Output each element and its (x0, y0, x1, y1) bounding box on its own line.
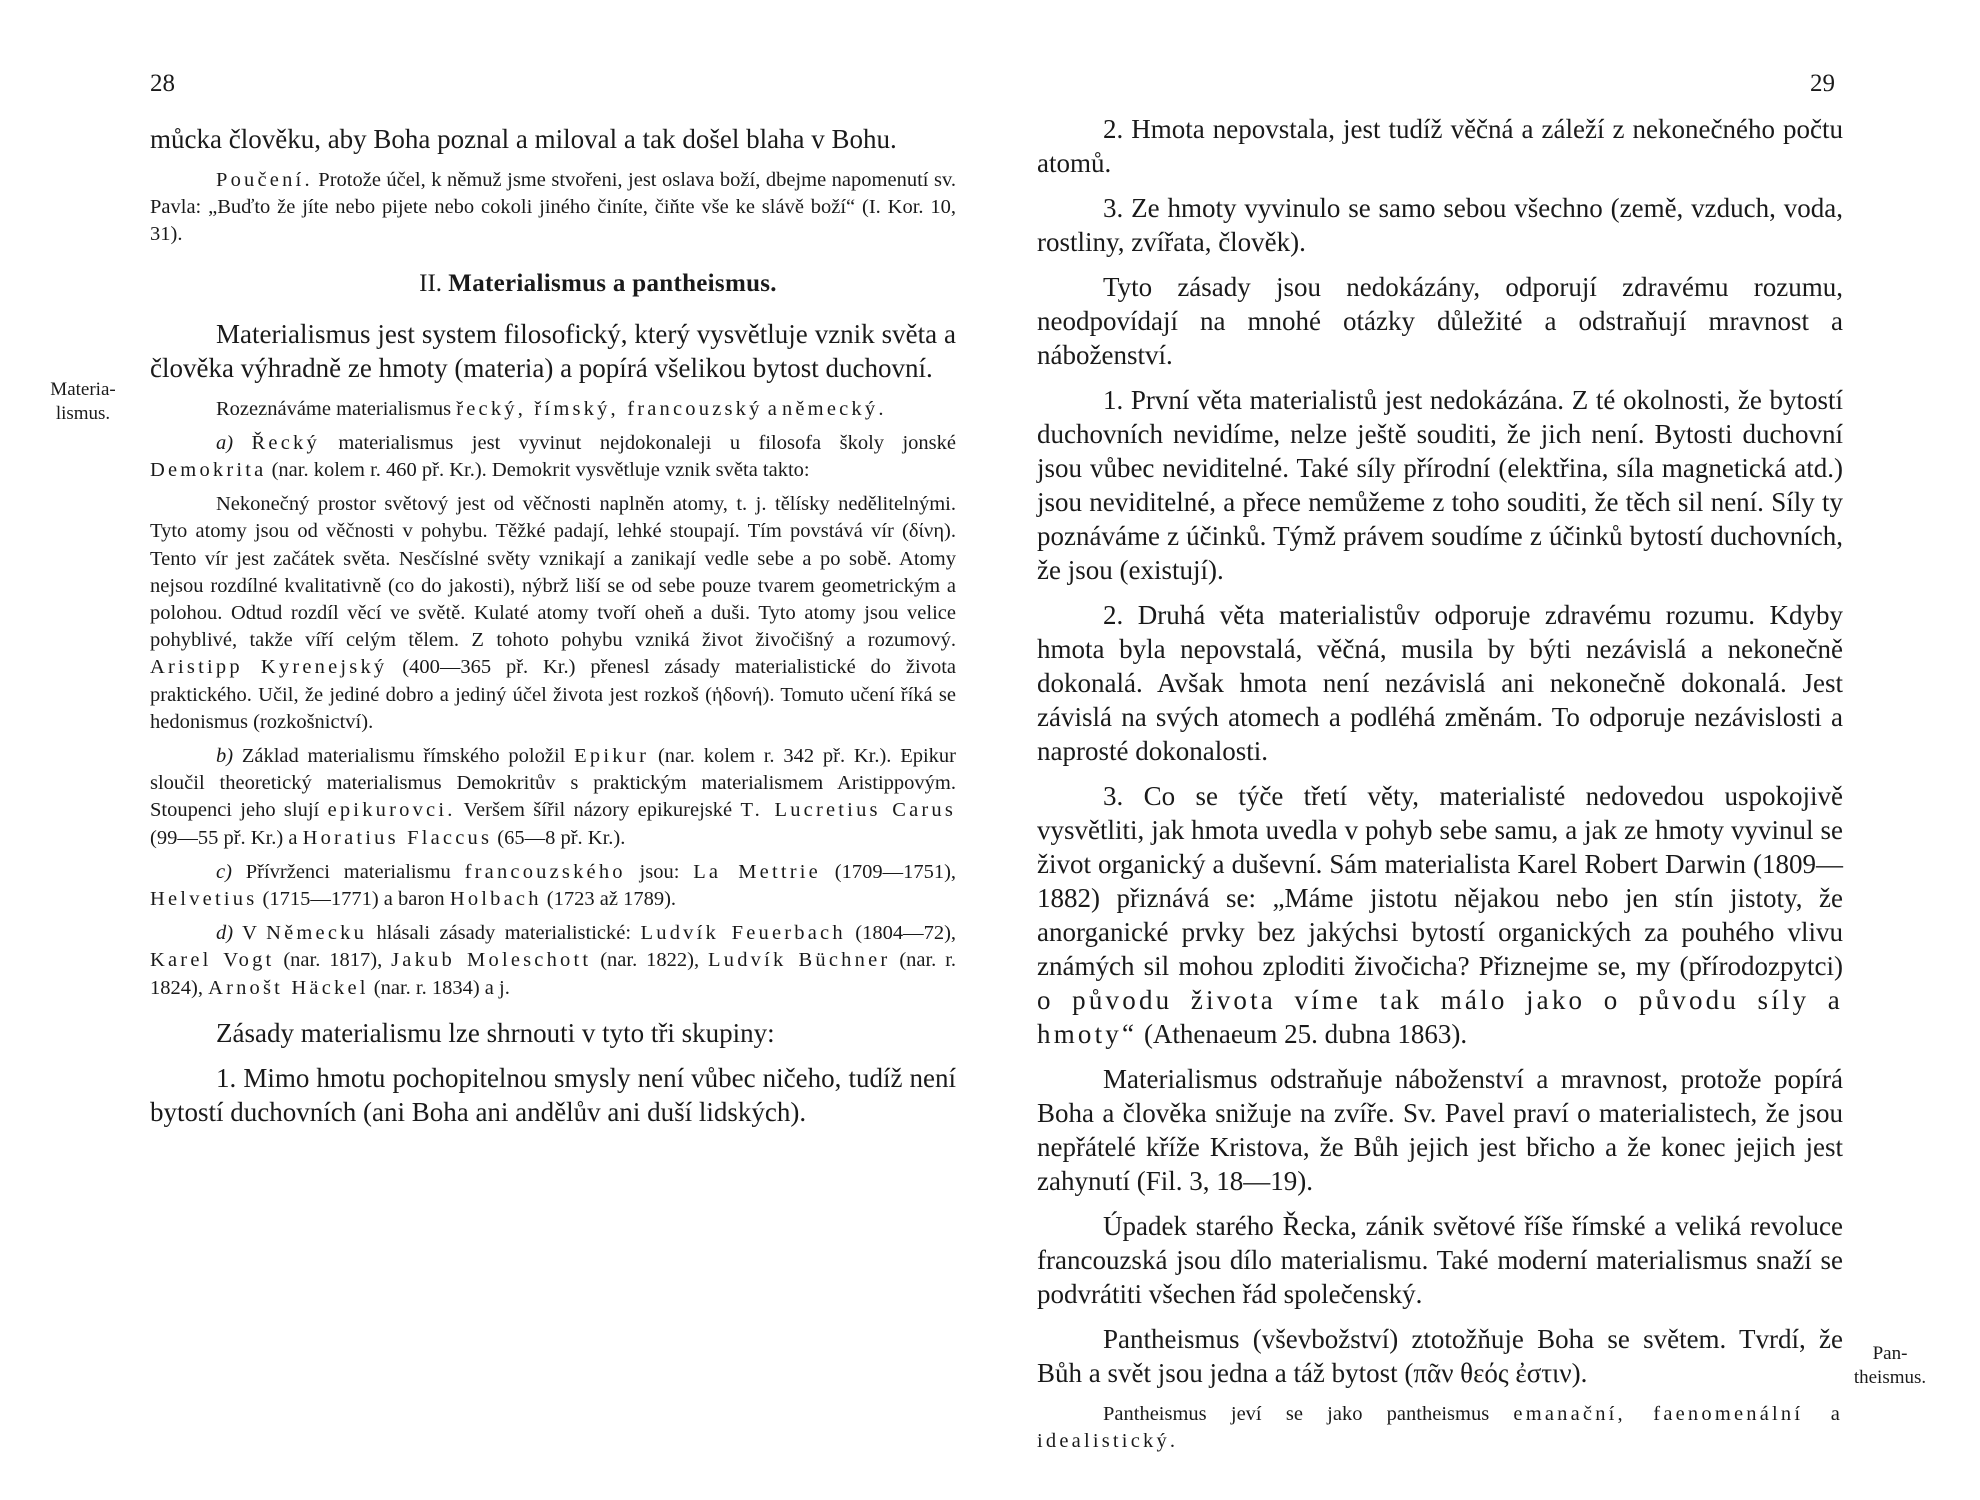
paragraph: můcka člověku, aby Boha poznal a miloval a tak došel blaha v Bohu. (150, 124, 897, 154)
text: (nar. r. 1834) a j. (373, 976, 510, 999)
paragraph: Materialismus jest system filosofický, který vysvětluje vznik světa a člověka výhradně ze hmoty (materia) a popírá všelikou bytost duchovní. (150, 318, 956, 383)
spaced-text: Helvetius (150, 888, 258, 911)
spaced-text: Jakub Moleschott (391, 949, 592, 972)
paragraph: 2. Hmota nepovstala, jest tudíž věčná a záleží z nekonečného počtu atomů. (1037, 114, 1843, 178)
spaced-text: Německu (266, 922, 368, 945)
spaced-text: německý. (781, 397, 887, 420)
spaced-text: Aristipp Kyrenejský (150, 656, 388, 679)
paragraph (150, 396, 956, 423)
margin-note-materialismus: Materia- lismus. (50, 379, 116, 424)
text: (1709—1751), (834, 860, 957, 883)
spaced-text: Karel Vogt (150, 949, 275, 972)
text: (1723 až 1789). (546, 888, 677, 911)
text: V (242, 922, 257, 945)
text: (nar. 1817), (283, 949, 383, 972)
heading-number: II. (419, 269, 443, 297)
text: (1715—1771) a baron (262, 888, 445, 911)
spaced-text: epikurovci. (327, 799, 456, 822)
paragraph: Pantheismus (vševbožství) ztotožňuje Boha se světem. Tvrdí, že Bůh a svět jsou jedna a táž bytost (πᾶν θεός ἐστιν). (1037, 1324, 1843, 1388)
list-label: b) (216, 745, 234, 768)
text: Základ materialismu římského položil (241, 745, 566, 768)
pouceni-label: Poučení. (216, 169, 313, 191)
spaced-text: Horatius Flaccus (302, 826, 493, 849)
text: (400—365 př. Kr.) přenesl zásady materialistické do života praktického. Učil, že jediné dobro a jediný účel života jest rozkoš (ἡδονή). Tomuto učení říká se hedonismus (rozkošnictví). (150, 656, 957, 733)
pouceni-paragraph (150, 167, 956, 249)
text: jsou: (639, 860, 680, 883)
page-number: 28 (150, 70, 175, 97)
text: (65—8 př. Kr.). (497, 826, 626, 849)
spaced-text: francouzského (464, 860, 626, 883)
spaced-text: o původu života víme tak málo jako o původu síly a hmoty“ (1037, 985, 1843, 1049)
page-number: 29 (1810, 70, 1835, 97)
text: Rozeznáváme materialismus (216, 397, 452, 420)
paragraph-d (150, 920, 956, 1002)
paragraph-c (150, 859, 956, 913)
text: Pantheismus jeví se jako pantheismus (1103, 1403, 1490, 1425)
spaced-text: La Mettrie (693, 860, 821, 883)
paragraph (1037, 779, 1843, 1051)
text: materialismus jest vyvinut nejdokonaleji u filosofa školy jonské (338, 431, 957, 454)
text: (nar. kolem r. 342 př. Kr.). Epikur sloučil theoretický materialismus Demokritův s praktickým materialismem Aristippovým. Stoupenci jeho slují (150, 745, 956, 822)
paragraph: 1. Mimo hmotu pochopitelnou smysly není vůbec ničeho, tudíž není bytostí duchovních (ani Boha ani andělův ani duší lidských). (150, 1062, 956, 1127)
section-heading (240, 267, 956, 301)
right-text-column (1037, 112, 1843, 1462)
paragraph: Zásady materialismu lze shrnouti v tyto tři skupiny: (216, 1017, 775, 1048)
spaced-text: Arnošt Häckel (208, 976, 369, 999)
spaced-text: Demokrita (150, 459, 267, 482)
text: a (767, 397, 777, 420)
paragraph-a (150, 430, 956, 484)
text: Přívrženci materialismu (245, 860, 451, 883)
paragraph (1037, 1401, 1843, 1455)
text: (1804—72), (855, 922, 957, 945)
text: (nar. r. 1824), (150, 949, 957, 999)
text: (Athenaeum 25. dubna 1863). (1143, 1019, 1468, 1049)
paragraph: 1. První věta materialistů jest nedokázána. Z té okolnosti, že bytostí duchovních nevidíme, nelze ještě souditi, že jich není. Bytosti duchovní jsou vůbec neviditelné. Také síly přírodní (elektřina, síla magnetická atd.) jsou neviditelné, a přece nemůžeme z toho souditi, že těch sil není. Síly ty poznáváme z účinků. Týmž právem soudíme z účinků bytostí duchovních, že jsou (existují). (1037, 385, 1843, 585)
spaced-text: řecký, římský, francouzský (456, 397, 763, 420)
spaced-text: Holbach (449, 888, 542, 911)
paragraph: Úpadek starého Řecka, zánik světové říše římské a veliká revoluce francouzská jsou dílo materialismu. Také moderní materialismus snaží se podvrátiti všechen řád společenský. (1037, 1211, 1843, 1309)
paragraph (150, 491, 956, 736)
list-label: d) (216, 922, 234, 945)
paragraph: Tyto zásady jsou nedokázány, odporují zdravému rozumu, neodpovídají na mnohé otázky důležité a odstraňují mravnost a náboženství. (1037, 272, 1843, 370)
paragraph: 2. Druhá věta materialistův odporuje zdravému rozumu. Kdyby hmota byla nepovstalá, věčná, musila by býti nezávislá a nekonečně dokonalá. Avšak hmota není nezávislá ani nekonečně dokonalá. Jest závislá na svých atomech a podléhá změnám. To odporuje nezávislosti a naprosté dokonalosti. (1037, 600, 1843, 766)
margin-note-pantheismus: Pan- theismus. (1853, 1343, 1927, 1388)
list-label: c) (216, 860, 232, 883)
text: hlásali zásady materialistické: (376, 922, 632, 945)
text: (nar. 1822), (600, 949, 700, 972)
paragraph: 3. Ze hmoty vyvinulo se samo sebou všechno (země, vzduch, voda, rostliny, zvířata, člověk). (1037, 193, 1843, 257)
left-text-column (150, 122, 956, 1140)
spaced-text: Ludvík Feuerbach (640, 922, 846, 945)
spaced-text: Epikur (574, 745, 650, 768)
pouceni-text: Protože účel, k němuž jsme stvořeni, jest oslava boží, dbejme napomenutí sv. Pavla: „Buďto že jíte nebo pijete nebo cokoli jiného činíte, čiňte vše ke slávě boží“ (I. Kor. 10, 31). (150, 169, 956, 246)
spaced-text: emanační, faenomenální a idealistický. (1037, 1403, 1843, 1453)
text: Veršem šířil názory epikurejské (463, 799, 733, 822)
list-label: a) (216, 431, 234, 454)
right-page (990, 0, 1980, 1500)
paragraph-b (150, 743, 956, 852)
text: (99—55 př. Kr.) a (150, 826, 298, 849)
spaced-text: Ludvík Büchner (708, 949, 891, 972)
spaced-text: T. Lucretius Carus (740, 799, 957, 822)
text: (nar. kolem r. 460 př. Kr.). Demokrit vysvětluje vznik světa takto: (271, 459, 810, 482)
text: Nekonečný prostor světový jest od věčnosti naplněn atomy, t. j. tělísky nedělitelnými. Tyto atomy jsou od věčnosti v pohybu. Těžké padají, lehké stoupají. Tím povstává vír (δίνη). Tento vír jest začátek světa. Nesčíslné světy vznikají a zanikají vedle sebe a po sobě. Atomy nejsou rozdílné kvalitativně (co do jakosti), nýbrž liší se od sebe pouze tvarem geometrickým a polohou. Odtud rozdíl věcí ve světě. Kulaté atomy tvoří oheň a duši. Tyto atomy jsou velice pohyblivé, takže víří celým tělem. Z tohoto pohybu vzniká život živočišný a rozumový. (150, 493, 956, 652)
paragraph: Materialismus odstraňuje náboženství a mravnost, protože popírá Boha a člověka snižuje na zvíře. Sv. Pavel praví o materialistech, že jsou nepřátelé kříže Kristova, že Bůh jejich jest břicho a že konec jejich jest zahynutí (Fil. 3, 18—19). (1037, 1064, 1843, 1196)
spaced-text: Řecký (251, 431, 320, 454)
text: 3. Co se týče třetí věty, materialisté nedovedou uspokojivě vysvětliti, jak hmota uvedla v pohyb sebe samu, a jak ze hmoty vyvinul se život organický a duševní. Sám materialista Karel Robert Darwin (1809—1882) přiznává se: „Máme jistotu nějakou nebo jen stín jistoty, že anorganické prvky bez jakýchsi bytostí organických za pouhého vlivu známých sil mohou zploditi živočicha? Přiznejme se, my (přírodozpytci) (1037, 781, 1843, 981)
heading-title: Materialismus a pantheismus. (448, 269, 777, 297)
